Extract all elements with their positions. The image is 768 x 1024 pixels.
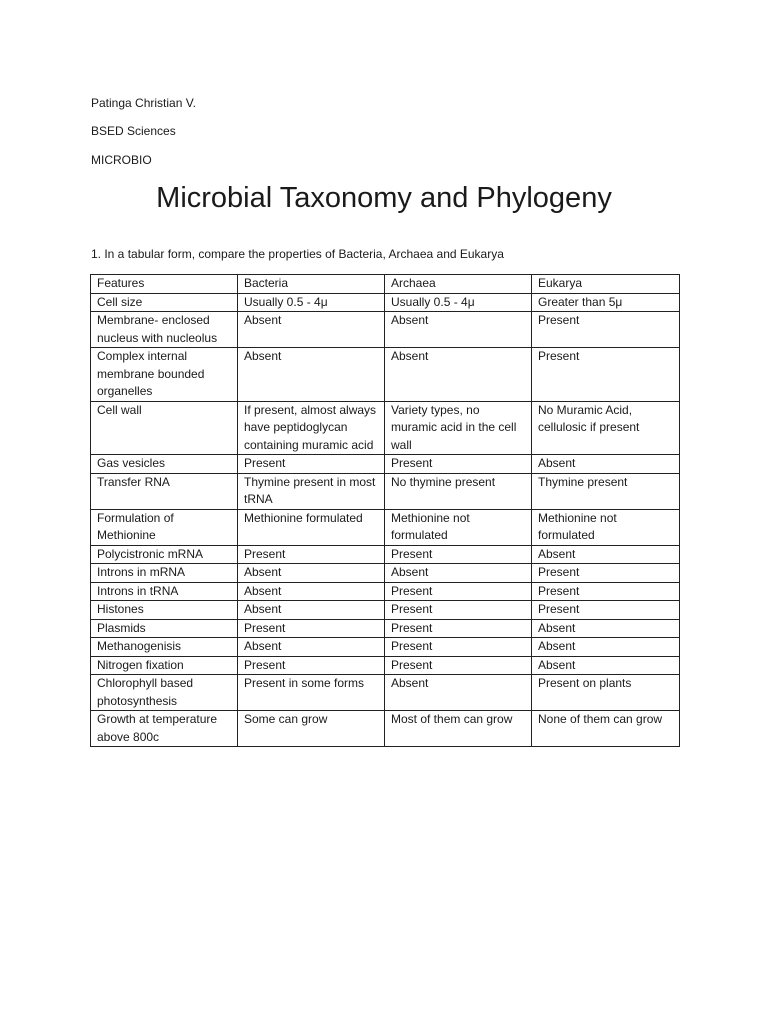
- table-row: [91, 675, 680, 711]
- archaea-cell: Variety types, no muramic acid in the cell wall: [385, 401, 532, 455]
- eukarya-cell: None of them can grow: [532, 711, 680, 747]
- table-row: [91, 312, 680, 348]
- eukarya-cell: Present: [532, 564, 680, 583]
- bacteria-cell: Absent: [238, 601, 385, 620]
- table-row: [91, 473, 680, 509]
- table-row: [91, 293, 680, 312]
- feature-cell: Chlorophyll based photosynthesis: [91, 675, 238, 711]
- bacteria-cell: Present: [238, 455, 385, 474]
- eukarya-cell: Absent: [532, 638, 680, 657]
- bacteria-cell: Present: [238, 656, 385, 675]
- feature-cell: Complex internal membrane bounded organelles: [91, 348, 238, 402]
- table-row: [91, 656, 680, 675]
- eukarya-cell: Absent: [532, 656, 680, 675]
- archaea-cell: Present: [385, 582, 532, 601]
- bacteria-cell: Present in some forms: [238, 675, 385, 711]
- table-row: [91, 348, 680, 402]
- bacteria-cell: Absent: [238, 348, 385, 402]
- bacteria-cell: Thymine present in most tRNA: [238, 473, 385, 509]
- bacteria-cell: Present: [238, 619, 385, 638]
- feature-cell: Gas vesicles: [91, 455, 238, 474]
- eukarya-cell: No Muramic Acid, cellulosic if present: [532, 401, 680, 455]
- eukarya-cell: Present on plants: [532, 675, 680, 711]
- archaea-cell: Absent: [385, 675, 532, 711]
- eukarya-cell: Present: [532, 601, 680, 620]
- bacteria-cell: Absent: [238, 582, 385, 601]
- page-title: Microbial Taxonomy and Phylogeny: [156, 182, 612, 214]
- bacteria-cell: If present, almost always have peptidoglycan containing muramic acid: [238, 401, 385, 455]
- archaea-cell: Present: [385, 601, 532, 620]
- table-row: [91, 455, 680, 474]
- table-body: [91, 293, 680, 747]
- eukarya-cell: Absent: [532, 545, 680, 564]
- table-row: [91, 401, 680, 455]
- archaea-cell: Methionine not formulated: [385, 509, 532, 545]
- course-name: BSED Sciences: [91, 124, 176, 138]
- feature-cell: Formulation of Methionine: [91, 509, 238, 545]
- feature-cell: Introns in tRNA: [91, 582, 238, 601]
- bacteria-cell: Absent: [238, 312, 385, 348]
- table-header-row: [91, 275, 680, 294]
- bacteria-cell: Methionine formulated: [238, 509, 385, 545]
- header-cell-features: Features: [91, 275, 238, 294]
- table-row: [91, 619, 680, 638]
- bacteria-cell: Absent: [238, 564, 385, 583]
- archaea-cell: Absent: [385, 348, 532, 402]
- archaea-cell: Most of them can grow: [385, 711, 532, 747]
- eukarya-cell: Greater than 5μ: [532, 293, 680, 312]
- archaea-cell: No thymine present: [385, 473, 532, 509]
- archaea-cell: Present: [385, 619, 532, 638]
- header-cell-archaea: Archaea: [385, 275, 532, 294]
- question-text: 1. In a tabular form, compare the properties of Bacteria, Archaea and Eukarya: [91, 247, 504, 261]
- archaea-cell: Absent: [385, 564, 532, 583]
- table-row: [91, 638, 680, 657]
- subject-name: MICROBIO: [91, 153, 152, 167]
- eukarya-cell: Absent: [532, 455, 680, 474]
- table-row: [91, 509, 680, 545]
- table-row: [91, 564, 680, 583]
- feature-cell: Cell wall: [91, 401, 238, 455]
- archaea-cell: Present: [385, 455, 532, 474]
- feature-cell: Introns in mRNA: [91, 564, 238, 583]
- bacteria-cell: Present: [238, 545, 385, 564]
- bacteria-cell: Usually 0.5 - 4μ: [238, 293, 385, 312]
- eukarya-cell: Absent: [532, 619, 680, 638]
- table-row: [91, 601, 680, 620]
- archaea-cell: Absent: [385, 312, 532, 348]
- feature-cell: Growth at temperature above 800c: [91, 711, 238, 747]
- feature-cell: Membrane- enclosed nucleus with nucleolus: [91, 312, 238, 348]
- comparison-table: [90, 274, 680, 747]
- feature-cell: Histones: [91, 601, 238, 620]
- eukarya-cell: Methionine not formulated: [532, 509, 680, 545]
- archaea-cell: Present: [385, 638, 532, 657]
- author-name: Patinga Christian V.: [91, 96, 196, 110]
- header-cell-bacteria: Bacteria: [238, 275, 385, 294]
- table-row: [91, 545, 680, 564]
- eukarya-cell: Present: [532, 582, 680, 601]
- table-row: [91, 711, 680, 747]
- feature-cell: Methanogenisis: [91, 638, 238, 657]
- eukarya-cell: Present: [532, 312, 680, 348]
- feature-cell: Transfer RNA: [91, 473, 238, 509]
- archaea-cell: Usually 0.5 - 4μ: [385, 293, 532, 312]
- archaea-cell: Present: [385, 656, 532, 675]
- bacteria-cell: Absent: [238, 638, 385, 657]
- feature-cell: Cell size: [91, 293, 238, 312]
- feature-cell: Nitrogen fixation: [91, 656, 238, 675]
- table-row: [91, 582, 680, 601]
- archaea-cell: Present: [385, 545, 532, 564]
- bacteria-cell: Some can grow: [238, 711, 385, 747]
- header-cell-eukarya: Eukarya: [532, 275, 680, 294]
- feature-cell: Polycistronic mRNA: [91, 545, 238, 564]
- eukarya-cell: Present: [532, 348, 680, 402]
- feature-cell: Plasmids: [91, 619, 238, 638]
- eukarya-cell: Thymine present: [532, 473, 680, 509]
